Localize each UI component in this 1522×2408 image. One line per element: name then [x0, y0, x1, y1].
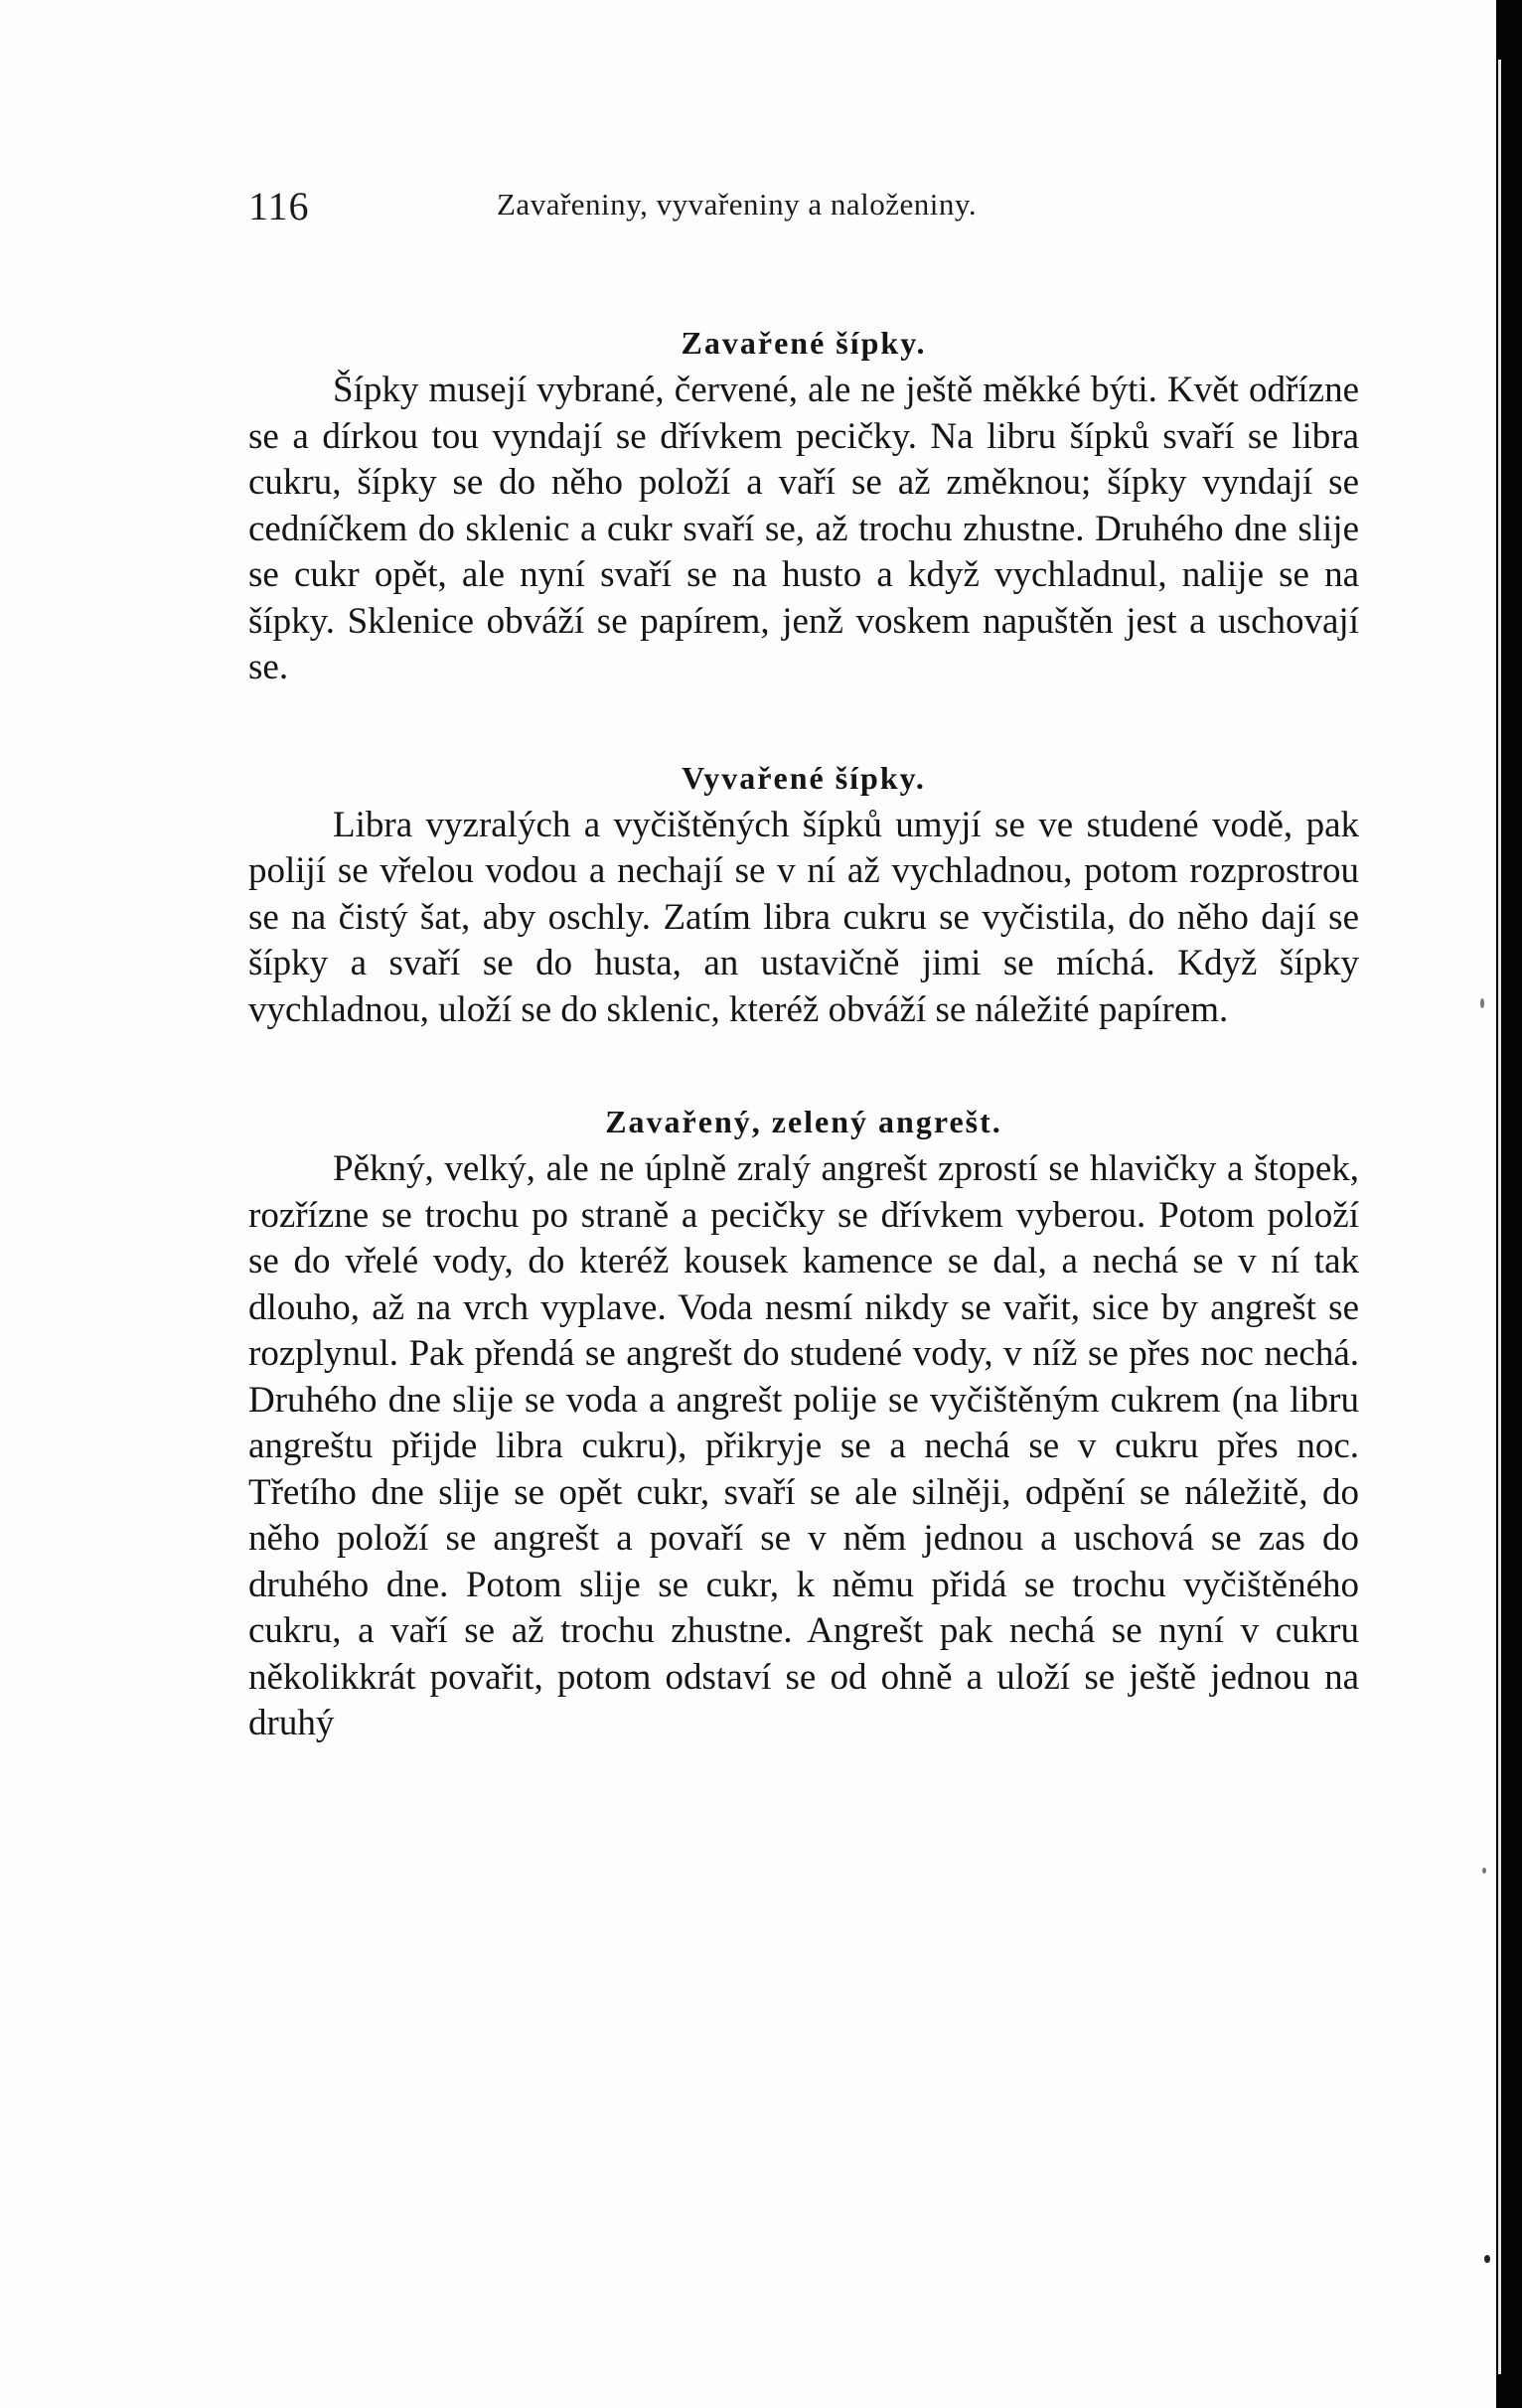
- page-number: 116: [248, 184, 310, 228]
- section-paragraph-vyvarene-sipky: Libra vyzralých a vyčištěných šípků umyjí se ve studené vodě, pak polijí se vřelou vodou a nechají se v ní až vychladnou, potom rozprostrou se na čistý šat, aby oschly. Zatím libra cukru se vyčistila, do něho dají se šípky a svaří se do husta, an ustavičně jimi se míchá. Když šípky vychladnou, uloží se do sklenic, kteréž obváží se náležité papírem.: [248, 804, 1359, 1030]
- section-paragraph-zavareny-angrest: Pěkný, velký, ale ne úplně zralý angrešt zprostí se hlavičky a štopek, rozřízne se trochu po straně a pecičky se dřívkem vyberou. Potom položí se do vřelé vody, do kteréž kousek kamence se dal, a nechá se v ní tak dlouho, až na vrch vyplave. Voda nesmí nikdy se vařit, sice by angrešt se rozplynul. Pak přendá se angrešt do studené vody, v níž se přes noc nechá. Druhého dne slije se voda a angrešt polije se vyčištěným cukrem (na libru angreštu přijde libra cukru), přikryje se a nechá se v cukru přes noc. Třetího dne slije se opět cukr, svaří se ale silněji, odpění se náležitě, do něho položí se angrešt a povaří se v něm jednou a uschová se zas do druhého dne. Potom slije se cukr, k němu přidá se trochu vyčištěného cukru, a vaří se až trochu zhustne. Angrešt pak nechá se nyní v cukru několikkrát povařit, potom odstaví se od ohně a uloží se ještě jednou na druhý: [248, 1148, 1359, 1743]
- running-title: Zavařeniny, vyvařeniny a naloženiny.: [497, 187, 978, 222]
- section-heading-zavareny-angrest: Zavařený, zelený angrešt.: [605, 1104, 1002, 1139]
- section-heading-vyvarene-sipky: Vyvařené šípky.: [682, 759, 926, 796]
- scan-speck: [1482, 1868, 1486, 1874]
- page-header: [0, 179, 1496, 238]
- scan-border-line: [1498, 60, 1501, 2374]
- scan-speck: [1484, 2255, 1490, 2263]
- section-paragraph-zavarene-sipky: Šípky musejí vybrané, červené, ale ne ještě měkké býti. Květ odřízne se a dírkou tou vyndají se dřívkem pecičky. Na libru šípků svaří se libra cukru, šípky se do něho položí a vaří se až změknou; šípky vyndají se cedníčkem do sklenic a cukr svaří se, až trochu zhustne. Druhého dne slije se cukr opět, ale nyní svaří se na husto a když vychladnul, nalije se na šípky. Sklenice obváží se papírem, jenž voskem napuštěn jest a uschovají se.: [248, 370, 1359, 687]
- scan-speck: [1480, 998, 1484, 1008]
- section-heading-zavarene-sipky: Zavařené šípky.: [681, 325, 927, 361]
- page-content: [248, 298, 1359, 1747]
